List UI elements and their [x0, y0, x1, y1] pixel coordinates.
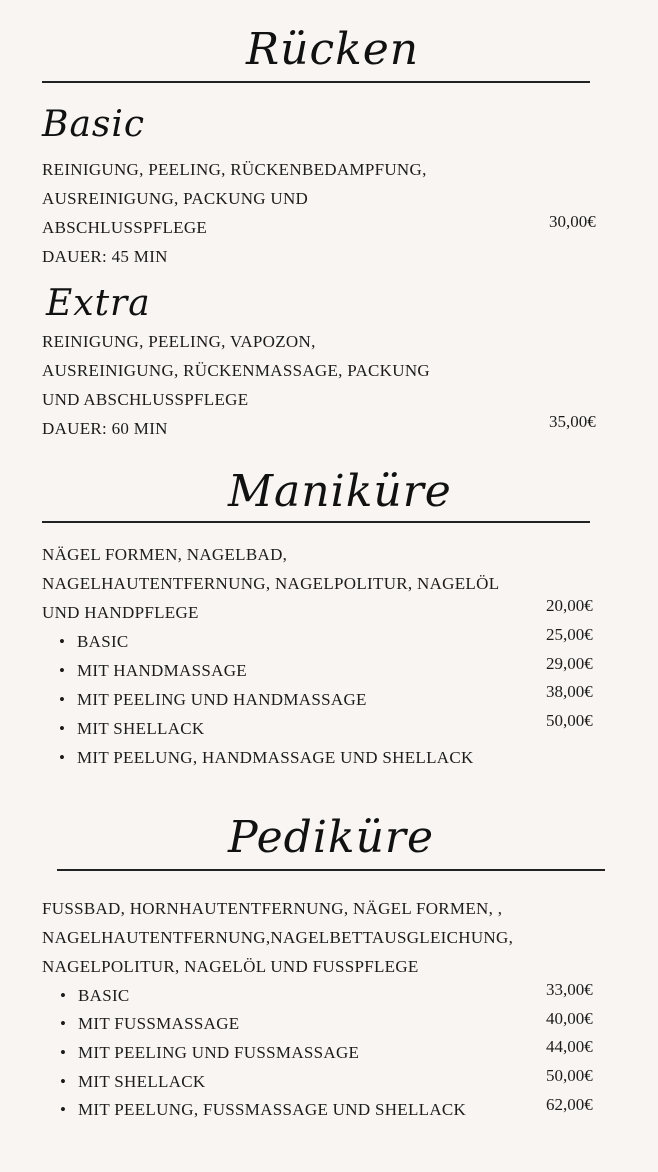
- pedikuere-option-combo: • MIT PEELUNG, FUSSMASSAGE UND SHELLACK: [78, 1100, 466, 1120]
- extra-line-2: AUSREINIGUNG, RÜCKENMASSAGE, PACKUNG: [42, 361, 430, 380]
- pedikuere-option-shellack: • MIT SHELLACK: [78, 1072, 205, 1092]
- divider-manikuere: [42, 521, 590, 523]
- manikuere-price-4: 38,00€: [546, 682, 593, 701]
- pedikuere-price-2: 40,00€: [546, 1009, 593, 1028]
- basic-price: 30,00€: [549, 212, 596, 231]
- manikuere-option-peeling: • MIT PEELING UND HANDMASSAGE: [77, 690, 367, 710]
- extra-price: 35,00€: [549, 412, 596, 431]
- pedikuere-line-1: FUSSBAD, HORNHAUTENTFERNUNG, NÄGEL FORMEN, ,: [42, 899, 503, 918]
- basic-line-1: REINIGUNG, PEELING, RÜCKENBEDAMPFUNG,: [42, 160, 427, 179]
- manikuere-price-2: 25,00€: [546, 625, 593, 644]
- basic-line-3: ABSCHLUSSPFLEGE: [42, 218, 208, 237]
- extra-line-4: DAUER: 60 MIN: [42, 419, 168, 438]
- manikuere-option-handmassage: • MIT HANDMASSAGE: [77, 661, 247, 681]
- manikuere-price-3: 29,00€: [546, 654, 593, 673]
- manikuere-line-2: NAGELHAUTENTFERNUNG, NAGELPOLITUR, NAGELÖL: [42, 574, 500, 593]
- pedikuere-line-2: NAGELHAUTENTFERNUNG,NAGELBETTAUSGLEICHUNG,: [42, 928, 514, 947]
- pedikuere-price-3: 44,00€: [546, 1037, 593, 1056]
- basic-line-4: DAUER: 45 MIN: [42, 247, 168, 266]
- manikuere-option-combo: • MIT PEELUNG, HANDMASSAGE UND SHELLACK: [77, 748, 474, 768]
- manikuere-line-3: UND HANDPFLEGE: [42, 603, 199, 622]
- manikuere-line-1: NÄGEL FORMEN, NAGELBAD,: [42, 545, 288, 564]
- section-title-manikuere: Maniküre: [228, 466, 452, 517]
- manikuere-option-shellack: • MIT SHELLACK: [77, 719, 204, 739]
- basic-line-2: AUSREINIGUNG, PACKUNG UND: [42, 189, 309, 208]
- subsection-title-basic: Basic: [42, 104, 146, 145]
- section-title-pedikuere: Pediküre: [228, 812, 434, 863]
- section-title-ruecken: Rücken: [246, 24, 420, 75]
- pedikuere-option-peeling: • MIT PEELING UND FUSSMASSAGE: [78, 1043, 359, 1063]
- divider-ruecken: [42, 81, 590, 83]
- pedikuere-price-1: 33,00€: [546, 980, 593, 999]
- subsection-title-extra: Extra: [46, 283, 151, 324]
- pedikuere-option-fussmassage: • MIT FUSSMASSAGE: [78, 1014, 239, 1034]
- manikuere-price-5: 50,00€: [546, 711, 593, 730]
- manikuere-price-1: 20,00€: [546, 596, 593, 615]
- extra-line-3: UND ABSCHLUSSPFLEGE: [42, 390, 249, 409]
- pedikuere-price-5: 62,00€: [546, 1095, 593, 1114]
- manikuere-option-basic: • BASIC: [77, 632, 129, 652]
- extra-line-1: REINIGUNG, PEELING, VAPOZON,: [42, 332, 316, 351]
- pedikuere-option-basic: • BASIC: [78, 986, 130, 1006]
- pedikuere-price-4: 50,00€: [546, 1066, 593, 1085]
- pedikuere-line-3: NAGELPOLITUR, NAGELÖL UND FUSSPFLEGE: [42, 957, 419, 976]
- divider-pedikuere: [57, 869, 605, 871]
